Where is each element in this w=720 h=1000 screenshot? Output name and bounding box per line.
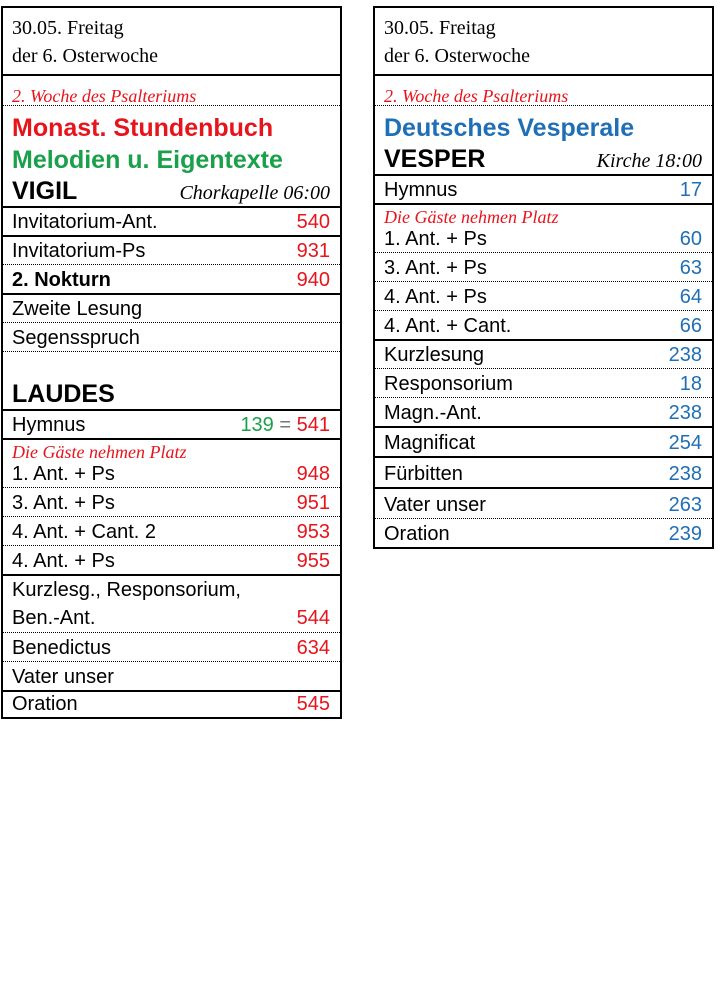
- list-item: [3, 661, 340, 690]
- list-item: [375, 174, 712, 203]
- item-label: 4. Ant. + Ps: [12, 550, 115, 572]
- list-item: [375, 397, 712, 426]
- section-place: Kirche 18:00: [596, 150, 702, 172]
- book-list: [375, 106, 712, 144]
- vigil-header: [3, 176, 340, 206]
- item-page: [240, 412, 330, 438]
- item-label: Fürbitten: [384, 463, 463, 485]
- item-label: Magnificat: [384, 432, 476, 454]
- item-label: Kurzlesung: [384, 344, 485, 366]
- item-label: Magn.-Ant.: [384, 402, 482, 424]
- divider: [3, 351, 340, 379]
- guests-note: Die Gäste nehmen Platz: [3, 438, 340, 460]
- list-item: [375, 368, 712, 397]
- item-page: 955: [296, 550, 330, 572]
- item-page: 951: [296, 492, 330, 514]
- psalter-week: 2. Woche des Psalteriums: [375, 76, 712, 106]
- item-label: 4. Ant. + Ps: [384, 286, 487, 308]
- list-item: [3, 690, 340, 719]
- book-list: [3, 106, 340, 176]
- item-page: 948: [296, 463, 330, 485]
- item-label: 4. Ant. + Cant.: [384, 315, 512, 337]
- list-item: [375, 281, 712, 310]
- item-label: 3. Ant. + Ps: [384, 257, 487, 279]
- book-stundenbuch: Monast. Stundenbuch: [12, 114, 274, 142]
- item-page: 940: [296, 269, 330, 291]
- list-item: [375, 456, 712, 487]
- list-item: [3, 322, 340, 351]
- item-page: 18: [679, 373, 702, 395]
- left-column: [1, 6, 342, 719]
- psalter-week: 2. Woche des Psalteriums: [3, 76, 340, 106]
- page-green: 139: [240, 414, 274, 436]
- list-item: [3, 516, 340, 545]
- item-label: Ben.-Ant.: [12, 607, 96, 629]
- list-item: [3, 632, 340, 661]
- item-label: Oration: [384, 523, 450, 545]
- item-page: 634: [296, 637, 330, 659]
- right-column: [373, 6, 714, 549]
- item-page: 238: [668, 463, 702, 485]
- week-of-easter: der 6. Osterwoche: [384, 45, 531, 67]
- list-item: [3, 235, 340, 264]
- page-red: 541: [296, 414, 330, 436]
- item-page: 953: [296, 521, 330, 543]
- item-label: Oration: [12, 693, 78, 715]
- list-item: [375, 339, 712, 368]
- date-line: 30.05. Freitag: [384, 17, 496, 39]
- item-page: 238: [668, 344, 702, 366]
- item-label: Kurzlesg., Responsorium,: [12, 579, 241, 601]
- list-item: [3, 293, 340, 322]
- section-title: VIGIL: [12, 177, 78, 205]
- item-label: 2. Nokturn: [12, 269, 111, 291]
- date-line: 30.05. Freitag: [12, 17, 124, 39]
- item-page: 545: [296, 693, 330, 715]
- item-page: 239: [668, 523, 702, 545]
- section-place: Chorkapelle 06:00: [179, 182, 330, 204]
- section-title: LAUDES: [12, 380, 115, 408]
- list-item: [375, 252, 712, 281]
- list-item: [375, 426, 712, 456]
- item-label: Vater unser: [12, 666, 114, 688]
- list-item: [3, 264, 340, 293]
- item-label: 4. Ant. + Cant. 2: [12, 521, 156, 543]
- list-item: [3, 409, 340, 438]
- item-page: 17: [679, 179, 702, 201]
- item-label: Invitatorium-Ps: [12, 240, 146, 262]
- item-label: Segensspruch: [12, 327, 140, 349]
- item-label: Hymnus: [384, 179, 458, 201]
- item-page: 64: [679, 286, 702, 308]
- week-of-easter: der 6. Osterwoche: [12, 45, 159, 67]
- item-label: 1. Ant. + Ps: [12, 463, 115, 485]
- date-header: [3, 6, 340, 76]
- list-item: [3, 487, 340, 516]
- item-label: Responsorium: [384, 373, 513, 395]
- item-page: 63: [679, 257, 702, 279]
- item-label: 1. Ant. + Ps: [384, 228, 487, 250]
- item-page: 254: [668, 432, 702, 454]
- list-item: [375, 518, 712, 549]
- book-vesperale: Deutsches Vesperale: [384, 114, 635, 142]
- item-label: Benedictus: [12, 637, 111, 659]
- laudes-header: [3, 379, 340, 409]
- list-item: [375, 487, 712, 518]
- list-item: [375, 225, 712, 252]
- item-label: Hymnus: [12, 414, 86, 436]
- list-item: [3, 574, 340, 632]
- item-page: 60: [679, 228, 702, 250]
- list-item: [3, 206, 340, 235]
- item-label: Invitatorium-Ant.: [12, 211, 158, 233]
- book-melodien: Melodien u. Eigentexte: [12, 146, 283, 174]
- item-page: 238: [668, 402, 702, 424]
- equals-sign: =: [279, 414, 292, 436]
- vesper-header: [375, 144, 712, 174]
- item-page: 544: [296, 607, 330, 629]
- section-title: VESPER: [384, 145, 486, 173]
- list-item: [3, 460, 340, 487]
- item-page: 931: [296, 240, 330, 262]
- item-label: Vater unser: [384, 494, 486, 516]
- item-page: 263: [668, 494, 702, 516]
- list-item: [3, 545, 340, 574]
- item-label: 3. Ant. + Ps: [12, 492, 115, 514]
- date-header: [375, 6, 712, 76]
- item-page: 66: [679, 315, 702, 337]
- list-item: [375, 310, 712, 339]
- item-label: Zweite Lesung: [12, 298, 143, 320]
- item-page: 540: [296, 211, 330, 233]
- guests-note: Die Gäste nehmen Platz: [375, 203, 712, 225]
